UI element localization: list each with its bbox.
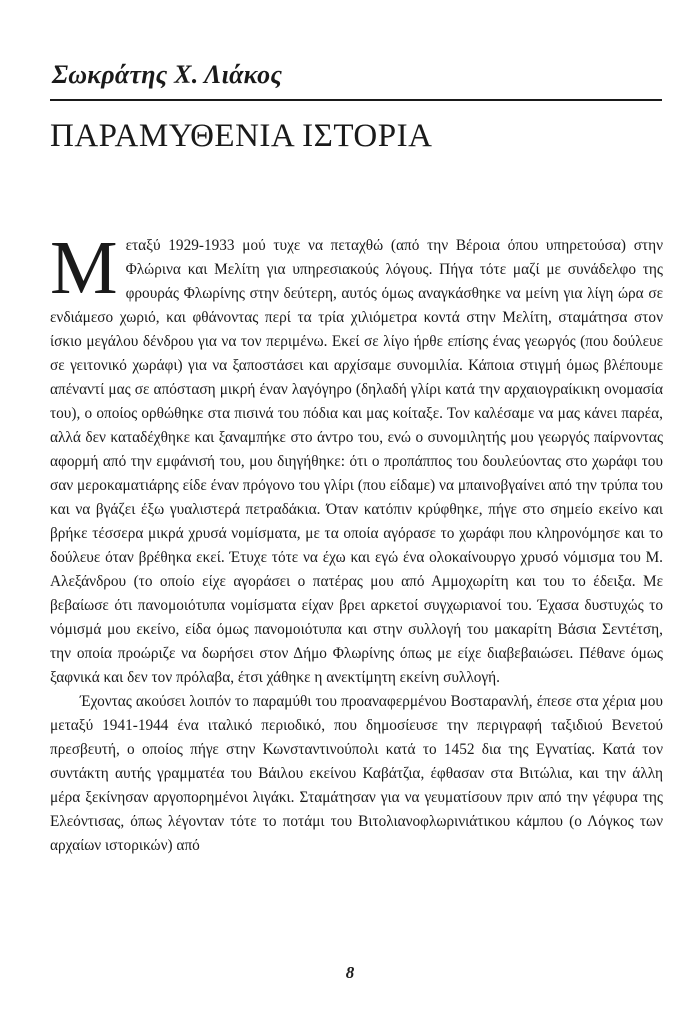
drop-cap: M — [50, 226, 118, 310]
author-name: Σωκράτης Χ. Λιάκος — [52, 60, 283, 89]
paragraph-2: Έχοντας ακούσει λοιπόν το παραμύθι του προαναφερμένου Βοσταρανλή, έπεσε στα χέρια μου μεταξύ 1941-1944 ένα ιταλικό περιοδικό, που δημοσίευσε την περιγραφή ταξιδιού Βενετού πρεσβευτή, ο οποίος πήγε στην Κωνσταντινούπολι κατά το 1452 δια της Εγνατίας. Κατά τον συντάκτη αυτής γραμματέα του Βάιλου εκείνου Καβάτζια, έφθασαν στα Βιτώλια, και την άλλη μέρα ξεκίνησαν αργοπορημένοι λιγάκι. Σταμάτησαν για να γευματίσουν πριν από την γέφυρα της Ελεόντισας, όπως λέγονταν τότε το ποτάμι του Βιτολιανοφλωρινιάτικου κάμπου (ο Λόγκος των αρχαίων ιστορικών) από — [50, 693, 663, 854]
page-number: 8 — [345, 963, 355, 982]
chapter-title: ΠΑΡΑΜΥΘΕΝΙΑ ΙΣΤΟΡΙΑ — [50, 118, 433, 154]
paragraph-1-text: εταξύ 1929-1933 μού τυχε να πεταχθώ (από την Βέροια όπου υπηρετούσα) στην Φλώρινα και Μελίτη για υπηρεσιακούς λόγους. Πήγα τότε μαζί με συνάδελφο της φρουράς Φλωρίνης στην δεύτερη, αυτός όμως αναγκάσθηκε να μείνη για λίγη ώρα σε ενδιάμεσο χωριό, και φθάνοντας περί τα τρία χιλιόμετρα κοντά στην Μελίτη, σταμάτησα στον ίσκιο μεγάλου δένδρου για να τον περιμένω. Εκεί σε λίγο ήρθε επίσης ένας γεωργός (που δούλευε σε γειτονικό χωράφι) για να ξαποστάσει και αρχίσαμε συνομιλία. Κάποια στιγμή όμως βλέπουμε απέναντί μας σε απόσταση μικρή έναν λαγόγηρο (δηλαδή γλίρι κατά την αρχαιογραίκικη ονομασία του), ο οποίος ορθώθηκε στα πισινά του πόδια και μας κοίταξε. Τον καλέσαμε να μας κάνει παρέα, αλλά δεν καταδέχθηκε και ξαναμπήκε στο άντρο του, ενώ ο συνομιλητής μου γεωργός παίρνοντας αφορμή από την εμφάνισή του, μου διηγήθηκε: ότι ο προπάππος του δουλεύοντας στο χωράφι του σαν μεροκαματιάρης είδε έναν πρόγονο του γλίρι (που είδαμε) να μπαινοβγαίνει από την τρύπα του και να βγάζει έξω γυαλιστερά πετραδάκια. Όταν κατόπιν κρύφθηκε, πήγε στο σημείο εκείνο και βρήκε τέσσερα μικρά χρυσά νομίσματα, με τα οποία αγόρασε το χωράφι που κληρονόμησε και το δούλευε όταν βρέθηκα εκεί. Έτυχε τότε να έχω και εγώ ένα ολοκαίνουργο χρυσό νόμισμα του Μ. Αλεξάνδρου (το οποίο είχε αγοράσει ο πατέρας μου από Αμμοχωρίτη και του το έδειξα. Με βεβαίωσε ότι πανομοιότυπα νομίσματα είχαν βρει αρκετοί συγχωριανοί του. Έχασα δυστυχώς το νόμισμά μου εκείνο, είδα όμως πανομοιότυπα και στην συλλογή του μακαρίτη Βάσια Σεντέτση, την οποία προώριζε να δωρήσει στον Δήμο Φλωρίνης όπως με είχε διαβεβαιώσει. Πέθανε όμως ξαφνικά και δεν τον πρόλαβα, έτσι χάθηκε η ανεκτίμητη εκείνη συλλογή. — [50, 237, 663, 686]
header-rule — [50, 99, 662, 101]
paragraph-1 — [50, 226, 663, 690]
body-text — [50, 226, 663, 858]
